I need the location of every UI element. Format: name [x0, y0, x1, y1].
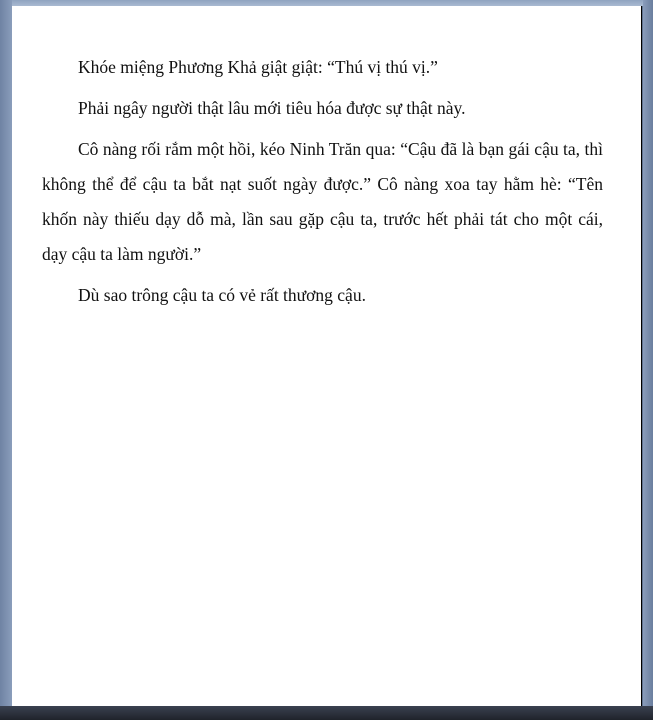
paragraph-4: Dù sao trông cậu ta có vẻ rất thương cậu.: [78, 285, 366, 305]
window-frame-bottom: [0, 706, 653, 720]
document-page[interactable]: [12, 6, 642, 706]
paragraph-1: Khóe miệng Phương Khả giật giật: “Thú vị thú vị.”: [78, 57, 438, 77]
paragraph-2: Phải ngây người thật lâu mới tiêu hóa được sự thật này.: [78, 98, 466, 118]
window-frame-left: [0, 0, 12, 720]
window-frame-right: [643, 0, 653, 720]
document-body: [42, 50, 603, 319]
paragraph-3: Cô nàng rối rắm một hồi, kéo Ninh Trăn qua: “Cậu đã là bạn gái cậu ta, thì không thể để cậu ta bắt nạt suốt ngày được.” Cô nàng xoa tay hằm hè: “Tên khốn này thiếu dạy dỗ mà, lần sau gặp cậu ta, trước hết phải tát cho một cái, dạy cậu ta làm người.”: [42, 139, 603, 264]
